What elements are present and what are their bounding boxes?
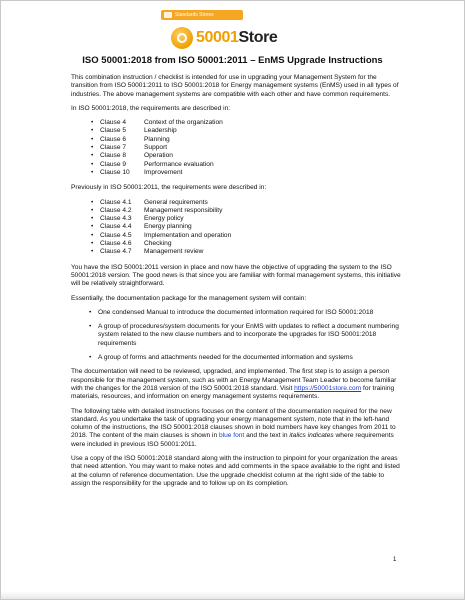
bullet-icon: • [91, 198, 94, 206]
page-number: 1 [393, 557, 397, 563]
store-link[interactable]: https://50001store.com [294, 384, 362, 392]
clause-number: Clause 4.4 [100, 223, 132, 231]
clause-name: General requirements [144, 198, 208, 206]
bullet-icon: • [91, 240, 94, 248]
table-text-after: where requirements were included in previous ISO 50001:2011. [71, 432, 394, 448]
clause-name: Leadership [144, 127, 177, 135]
clause-number: Clause 8 [100, 152, 127, 160]
clause-name: Operation [144, 152, 173, 160]
clause-row [91, 207, 401, 215]
clause-number: Clause 5 [100, 127, 127, 135]
bullet-icon: • [91, 160, 94, 168]
clauses-2018-heading: In ISO 50001:2018, the requirements are described in: [71, 104, 231, 112]
clause-row [91, 152, 401, 160]
clause-number: Clause 10 [100, 168, 130, 176]
logo-word: Store [238, 29, 278, 46]
italic-text: italics indicates [289, 432, 334, 440]
brand-mark-icon [164, 12, 172, 18]
top-brand-bar[interactable] [161, 10, 243, 20]
clause-name: Support [144, 144, 168, 152]
store-logo[interactable] [171, 25, 277, 51]
clause-name: Performance evaluation [144, 160, 214, 168]
clause-row [91, 199, 401, 207]
review-text-before: The documentation will need to be reviewed, upgraded, and implemented. The first step is to assign a person responsible for the management system, such as with an Energy Management Team Leader to become familiar with the changes for the 2018 version of the ISO 50001:2018 standard. Visit [71, 368, 397, 392]
table-instructions-paragraph [71, 408, 401, 449]
clause-name: Energy policy [144, 215, 184, 223]
table-text-mid: and the text in [244, 432, 290, 440]
clause-number: Clause 4.5 [100, 231, 132, 239]
logo-badge-icon [171, 27, 193, 49]
clause-name: Management review [144, 248, 204, 256]
bullet-icon: • [91, 248, 94, 256]
bullet-icon: • [91, 206, 94, 214]
package-list [89, 309, 401, 362]
clause-row [91, 248, 401, 256]
clause-row [91, 215, 401, 223]
upgrade-paragraph: You have the ISO 50001:2011 version in place and now have the objective of upgrading the system to the ISO 50001:2018 version. The good news is that since you are familiar with formal management systems, this initiative will be relatively straightforward. [71, 263, 401, 288]
document-body [71, 74, 401, 494]
clause-number: Clause 4.6 [100, 240, 132, 248]
package-paragraph: Essentially, the documentation package for the management system will contain: [71, 294, 307, 302]
document-title: ISO 50001:2018 from ISO 50001:2011 – EnMS Upgrade Instructions [82, 55, 383, 66]
clause-row [91, 240, 401, 248]
bullet-icon: • [91, 119, 94, 127]
clause-name: Implementation and operation [144, 231, 232, 239]
clause-row [91, 127, 401, 135]
clause-row [91, 119, 401, 127]
blue-font-text: blue font [218, 432, 245, 440]
clause-row [91, 169, 401, 177]
review-paragraph [71, 368, 401, 401]
top-brand-text: Standards Stores [175, 12, 214, 18]
clause-name: Management responsibility [144, 206, 223, 214]
review-text-after: for training materials, resources, and information on energy management systems requirements. [71, 384, 395, 401]
clause-number: Clause 4.1 [100, 198, 132, 206]
table-text-before: The following table with detailed instructions focuses on the content of the documentation required for the new standard. As you undertake the task of upgrading your energy management system, note that in the left-hand column of the instructions, the ISO 50001:2018 clauses shown in bold numbers have key changes from 2011 to 2018. The content of the main clauses is shown in [71, 407, 396, 440]
clause-number: Clause 4.7 [100, 248, 132, 256]
logo-number: 50001 [196, 29, 239, 46]
bullet-icon: • [91, 168, 94, 176]
clauses-2011-heading: Previously in ISO 50001:2011, the requirements were described in: [71, 184, 267, 192]
clause-row [91, 136, 401, 144]
list-item: • A group of procedures/system documents for your EnMS with updates to reflect a document numbering system related to the new clause numbers and to incorporate the upgrades for ISO 50001:2018 requirements [89, 323, 401, 348]
list-item: • One condensed Manual to introduce the documented information required for ISO 50001:2018 [89, 309, 401, 317]
clause-number: Clause 7 [100, 144, 127, 152]
clause-row [91, 144, 401, 152]
final-paragraph: Use a copy of the ISO 50001:2018 standard along with the instruction to pinpoint for your organization the areas that need attention. You may want to make notes and add comments in the space available to the right and listed at the column of reference documentation. Use the upgrade checklist column at the right side of the table to assign the responsibility for the upgrade and to follow up on its completion. [71, 454, 400, 487]
bullet-icon: • [91, 215, 94, 223]
clause-name: Context of the organization [144, 119, 223, 127]
clauses-2011-list [91, 199, 401, 257]
bullet-icon: • [91, 231, 94, 239]
clauses-2018-list [91, 119, 401, 177]
bullet-icon: • [91, 144, 94, 152]
bullet-icon: • [91, 152, 94, 160]
clause-name: Energy planning [144, 223, 192, 231]
intro-paragraph: This combination instruction / checklist is intended for use in upgrading your Management System for the transition from ISO 50001:2011 to ISO 50001:2018 for Energy management systems (EnMS) used in all types of industries. The above management systems are compatible with each other and have common requirements. [71, 74, 399, 98]
clause-name: Improvement [144, 168, 183, 176]
clause-name: Planning [144, 135, 170, 143]
clause-number: Clause 9 [100, 160, 127, 168]
clause-row [91, 232, 401, 240]
clause-number: Clause 6 [100, 135, 127, 143]
clause-number: Clause 4.3 [100, 215, 132, 223]
bullet-icon: • [91, 127, 94, 135]
clause-name: Checking [144, 240, 172, 248]
bullet-icon: • [91, 135, 94, 143]
logo-text [196, 29, 277, 47]
clause-row [91, 161, 401, 169]
clause-number: Clause 4.2 [100, 206, 132, 214]
clause-number: Clause 4 [100, 119, 127, 127]
bullet-icon: • [91, 223, 94, 231]
list-item: • A group of forms and attachments needed for the documented information and systems [89, 354, 401, 362]
clause-row [91, 223, 401, 231]
